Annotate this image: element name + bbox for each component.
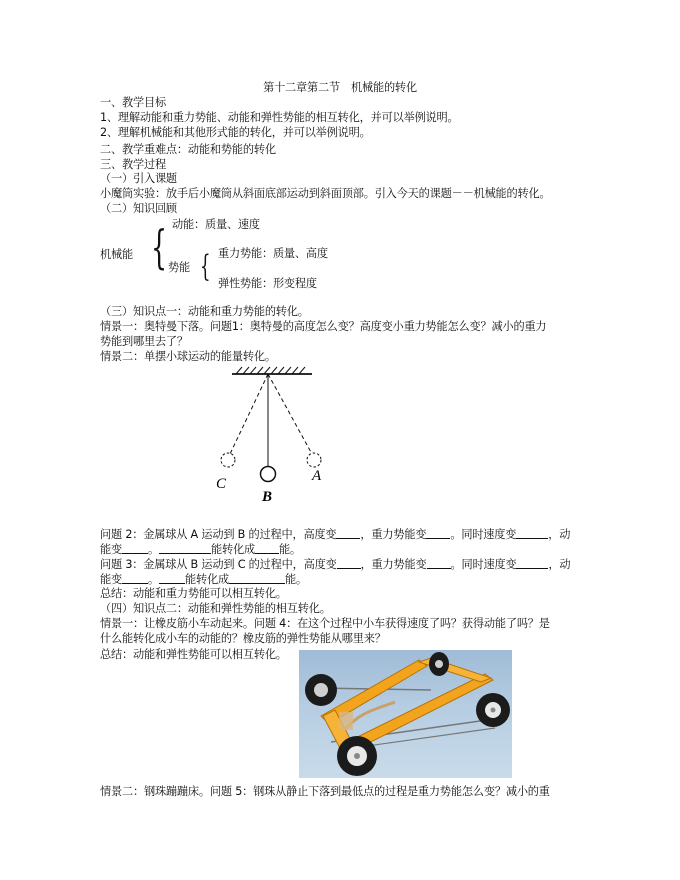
blank-from-energy[interactable]: [159, 542, 211, 554]
wheel-front-right-icon: [429, 652, 449, 676]
scene3-line2: 什么能转化成小车的动能的？橡皮筋的弹性势能从哪里来？: [100, 632, 386, 645]
blank-gravity-pe[interactable]: [427, 557, 451, 569]
wheel-rear-right-icon: [476, 693, 510, 727]
blank-kinetic[interactable]: [122, 572, 148, 584]
label-c: C: [216, 476, 227, 492]
summary-2: 总结：动能和弹性势能可以相互转化。: [100, 648, 287, 661]
question2-line2: 能变 。 能转化成 能。: [100, 543, 301, 556]
tree-potential-label: 势能: [168, 261, 190, 274]
ball-b: [261, 467, 276, 482]
document-title: 第十二章第二节 机械能的转化: [263, 81, 417, 94]
part-heading-intro: （一）引入课题: [100, 172, 177, 185]
part-heading-point2: （四）知识点二：动能和弹性势能的相互转化。: [100, 602, 331, 615]
brace-sub-icon: {: [200, 249, 211, 284]
string-a: [268, 374, 312, 454]
tree-gravity-label: 重力势能：质量、高度: [218, 247, 328, 260]
scene4-line: 情景二：钢珠蹦蹦床。问题 5：钢珠从静止下落到最低点的过程是重力势能怎么变？减小的重: [100, 785, 550, 798]
label-b: B: [262, 489, 273, 505]
question3-line2: 能变 。 能转化成 能。: [100, 573, 307, 586]
blank-height[interactable]: [337, 557, 361, 569]
section-heading-goals: 一、教学目标: [100, 96, 166, 109]
blank-to-energy[interactable]: [229, 572, 285, 584]
scene2-line: 情景二：单摆小球运动的能量转化。: [100, 350, 276, 363]
goal-item-2: 2、理解机械能和其他形式能的转化，并可以举例说明。: [100, 126, 371, 139]
wheel-front-left-icon: [305, 674, 337, 706]
blank-from-energy[interactable]: [159, 572, 185, 584]
part-heading-point1: （三）知识点一：动能和重力势能的转化。: [100, 305, 309, 318]
pendulum-figure: [212, 364, 332, 514]
blank-to-energy[interactable]: [255, 542, 279, 554]
section-heading-process: 三、教学过程: [100, 158, 166, 171]
intro-paragraph: 小魔筒实验：放手后小魔筒从斜面底部运动到斜面顶部。引入今天的课题－－机械能的转化。: [100, 187, 551, 200]
part-heading-review: （二）知识回顾: [100, 202, 177, 215]
tree-kinetic-label: 动能：质量、速度: [172, 218, 260, 231]
blank-gravity-pe[interactable]: [426, 527, 450, 539]
section-heading-key-points: 二、教学重难点：动能和势能的转化: [100, 143, 276, 156]
rubber-band-car-photo: [299, 650, 512, 778]
brace-left-icon: {: [151, 220, 168, 274]
wheel-rear-left-icon: [337, 736, 377, 776]
question3-line1: 问题 3：金属球从 B 运动到 C 的过程中，高度变 ，重力势能变 。同时速度变 ，动: [100, 558, 571, 571]
label-a: A: [312, 468, 322, 484]
scene1-line1: 情景一：奥特曼下落。问题1：奥特曼的高度怎么变？高度变小重力势能怎么变？减小的重力: [100, 320, 547, 333]
scene1-line2: 势能到哪里去了？: [100, 335, 188, 348]
blank-kinetic[interactable]: [122, 542, 148, 554]
string-c: [230, 374, 268, 454]
question2-line1: 问题 2：金属球从 A 运动到 B 的过程中，高度变 ，重力势能变 。同时速度变 ，动: [100, 528, 571, 541]
blank-speed[interactable]: [516, 527, 548, 539]
scene3-line1: 情景一：让橡皮筋小车动起来。问题 4：在这个过程中小车获得速度了吗？获得动能了吗？是: [100, 617, 550, 630]
blank-speed[interactable]: [516, 557, 548, 569]
ball-c: [221, 453, 235, 467]
summary-1: 总结：动能和重力势能可以相互转化。: [100, 587, 287, 600]
car-illustration: [299, 650, 512, 778]
tree-elastic-label: 弹性势能：形变程度: [218, 277, 317, 290]
blank-height[interactable]: [336, 527, 360, 539]
ball-a: [307, 453, 321, 467]
goal-item-1: 1、理解动能和重力势能、动能和弹性势能的相互转化，并可以举例说明。: [100, 111, 459, 124]
support-hatching: [236, 367, 305, 374]
tree-root-label: 机械能: [100, 248, 133, 261]
